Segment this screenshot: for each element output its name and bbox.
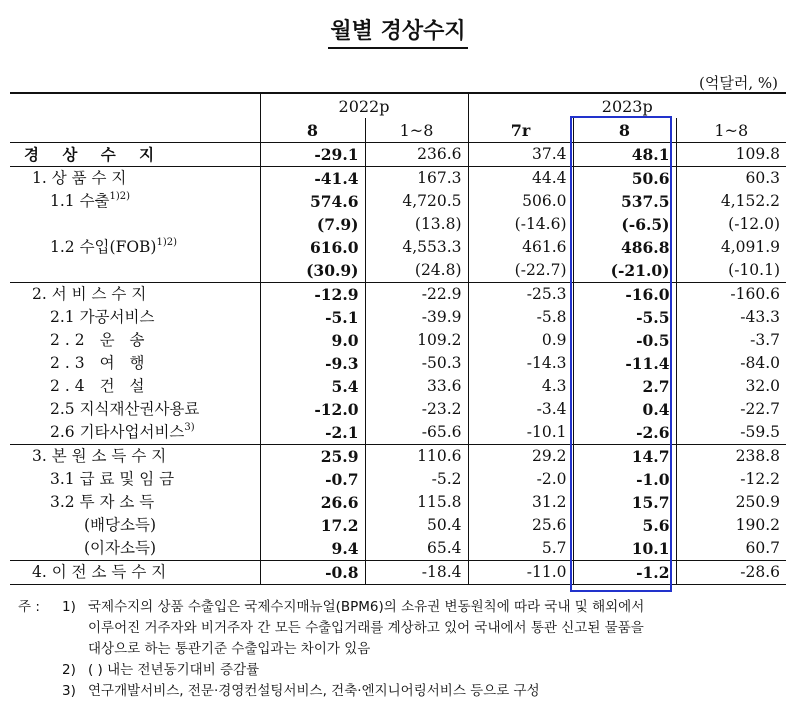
cell: -5.1 [260,306,365,329]
cell: -43.3 [676,306,786,329]
table-row [10,283,786,307]
cell: 29.2 [468,445,573,469]
cell: 4.3 [468,375,573,398]
cell: -11.4 [573,352,676,375]
cell: -5.5 [573,306,676,329]
cell: (-21.0) [573,259,676,283]
row-label: (이자소득) [84,539,156,557]
header-col-2022-8: 8 [260,118,365,143]
cell: 25.6 [468,514,573,537]
footnote-1-cont [18,618,788,639]
cell: 461.6 [468,236,573,259]
row-label: 2.1 가공서비스 [50,308,155,326]
table-row [10,445,786,469]
row-label: 2.5 지식재산권사용료 [50,400,200,418]
cell: -12.0 [260,398,365,421]
row-label: 2.4 건 설 [50,377,150,395]
row-label [10,213,260,236]
header-row-periods [10,118,786,143]
cell: 60.7 [676,537,786,561]
cell: (24.8) [365,259,468,283]
row-label: 경 상 수 지 [24,145,164,164]
cell: 4,553.3 [365,236,468,259]
cell: -84.0 [676,352,786,375]
page-title [0,14,796,45]
table-row [10,398,786,421]
cell: (13.8) [365,213,468,236]
footnote-1 [18,597,788,618]
cell: -5.8 [468,306,573,329]
cell: -0.8 [260,561,365,585]
cell: 0.9 [468,329,573,352]
cell: -0.7 [260,468,365,491]
footnote-text: 국제수지의 상품 수출입은 국제수지매뉴얼(BPM6)의 소유권 변동원칙에 따라 국내 및 해외에서 [88,599,645,615]
footnotes [18,597,788,702]
table-row [10,236,786,259]
table-row [10,167,786,191]
cell: 60.3 [676,167,786,191]
row-label: 3. 본 원 소 득 수 지 [10,445,260,469]
footnote-ref: 3) [184,422,195,433]
row-label: 4. 이 전 소 득 수 지 [10,561,260,585]
row-label: 3.2 투 자 소 득 [50,493,155,511]
table-row [10,190,786,213]
row-label: 1. 상 품 수 지 [32,169,127,187]
cell: 574.6 [260,190,365,213]
cell: 37.4 [468,143,573,167]
cell: -14.3 [468,352,573,375]
table-row [10,375,786,398]
header-year-2022: 2022p [260,93,468,118]
table-row [10,514,786,537]
row-label: (배당소득) [84,516,156,534]
footnote-num: 1) [62,599,76,615]
footnote-text: 대상으로 하는 통관기준 수출입과는 차이가 있음 [88,641,371,657]
table-row [10,491,786,514]
cell: -28.6 [676,561,786,585]
cell: -23.2 [365,398,468,421]
footnote-mark: 주 : [18,599,40,615]
header-corner-2 [10,118,260,143]
cell: 109.8 [676,143,786,167]
cell: 167.3 [365,167,468,191]
table-row [10,306,786,329]
cell: -3.4 [468,398,573,421]
cell: 32.0 [676,375,786,398]
footnote-text: 이루어진 거주자와 비거주자 간 모든 수출입거래를 계상하고 있어 국내에서 통관 신고된 물품을 [88,620,644,636]
cell: -22.9 [365,283,468,307]
header-col-2023-8: 8 [573,118,676,143]
cell: -10.1 [468,421,573,445]
cell: 5.6 [573,514,676,537]
cell: 236.6 [365,143,468,167]
cell: 190.2 [676,514,786,537]
page-title-text: 월별 경상수지 [328,19,467,49]
cell: 5.4 [260,375,365,398]
cell: -65.6 [365,421,468,445]
header-year-2023: 2023p [468,93,786,118]
row-label: 1.1 수출 [50,192,110,210]
cell: (30.9) [260,259,365,283]
cell: 65.4 [365,537,468,561]
cell: -160.6 [676,283,786,307]
cell: 238.8 [676,445,786,469]
cell: -12.9 [260,283,365,307]
footnote-num: 2) [62,662,76,678]
table-row [10,143,786,167]
header-col-2022-1-8: 1~8 [365,118,468,143]
row-label: 3.1 급 료 및 임 금 [50,470,175,488]
cell: 17.2 [260,514,365,537]
cell: 10.1 [573,537,676,561]
row-label: 1.2 수입(FOB) [50,238,157,256]
cell: 4,720.5 [365,190,468,213]
cell: 506.0 [468,190,573,213]
unit-label: (억달러, %) [699,74,778,92]
cell: -25.3 [468,283,573,307]
cell: (-14.6) [468,213,573,236]
table-row [10,421,786,445]
header-corner [10,93,260,118]
cell: 2.7 [573,375,676,398]
table-row [10,468,786,491]
cell: 486.8 [573,236,676,259]
header-col-2023-7r: 7r [468,118,573,143]
cell: (-12.0) [676,213,786,236]
header-row-years [10,93,786,118]
table-row [10,329,786,352]
cell: 109.2 [365,329,468,352]
cell: 15.7 [573,491,676,514]
cell: 5.7 [468,537,573,561]
footnote-3 [18,681,788,702]
row-label: 2.2 운 송 [50,331,150,349]
footnote-text: 연구개발서비스, 전문·경영컨설팅서비스, 건축·엔지니어링서비스 등으로 구성 [88,683,540,699]
cell: 4,091.9 [676,236,786,259]
cell: -2.1 [260,421,365,445]
row-label: 2.6 기타사업서비스 [50,423,185,441]
cell: 9.0 [260,329,365,352]
cell: 9.4 [260,537,365,561]
cell: 4,152.2 [676,190,786,213]
cell: 0.4 [573,398,676,421]
table-row [10,537,786,561]
cell: 616.0 [260,236,365,259]
footnote-1-cont [18,639,788,660]
row-label: 2.3 여 행 [50,354,150,372]
cell: -0.5 [573,329,676,352]
cell: (7.9) [260,213,365,236]
cell: -3.7 [676,329,786,352]
header-col-2023-1-8: 1~8 [676,118,786,143]
cell: 110.6 [365,445,468,469]
row-label [10,259,260,283]
cell: -22.7 [676,398,786,421]
cell: -39.9 [365,306,468,329]
table-row [10,259,786,283]
footnote-2 [18,660,788,681]
cell: -2.0 [468,468,573,491]
cell: (-22.7) [468,259,573,283]
cell: 50.4 [365,514,468,537]
current-account-table [10,92,786,585]
cell: 50.6 [573,167,676,191]
cell: (-10.1) [676,259,786,283]
cell: 33.6 [365,375,468,398]
cell: -59.5 [676,421,786,445]
cell: -1.2 [573,561,676,585]
cell: 537.5 [573,190,676,213]
cell: 48.1 [573,143,676,167]
cell: -5.2 [365,468,468,491]
cell: -41.4 [260,167,365,191]
row-label: 2. 서 비 스 수 지 [10,283,260,307]
cell: 26.6 [260,491,365,514]
cell: -18.4 [365,561,468,585]
cell: 44.4 [468,167,573,191]
footnote-ref: 1)2) [156,237,178,248]
table-row [10,213,786,236]
cell: 25.9 [260,445,365,469]
cell: -2.6 [573,421,676,445]
table-row [10,561,786,585]
footnote-ref: 1)2) [109,191,131,202]
cell: -11.0 [468,561,573,585]
cell: (-6.5) [573,213,676,236]
cell: 115.8 [365,491,468,514]
cell: -16.0 [573,283,676,307]
cell: 250.9 [676,491,786,514]
footnote-num: 3) [62,683,76,699]
footnote-text: ( ) 내는 전년동기대비 증감률 [88,662,260,678]
cell: -9.3 [260,352,365,375]
cell: 14.7 [573,445,676,469]
cell: 31.2 [468,491,573,514]
cell: -50.3 [365,352,468,375]
cell: -12.2 [676,468,786,491]
cell: -1.0 [573,468,676,491]
table-row [10,352,786,375]
cell: -29.1 [260,143,365,167]
